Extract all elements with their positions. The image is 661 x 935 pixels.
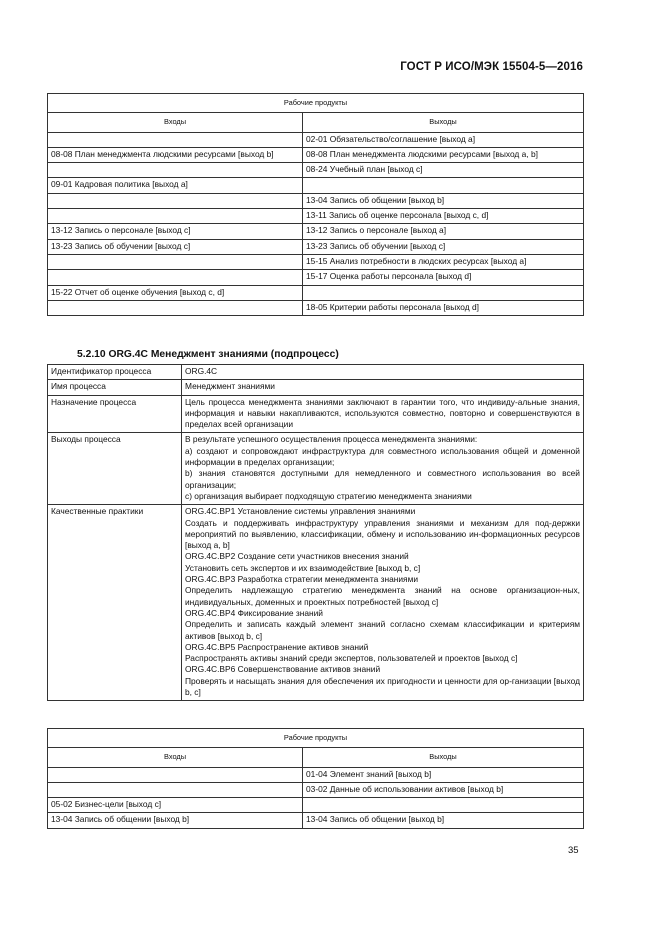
process-name-value: Менеджмент знаниями bbox=[182, 380, 584, 395]
input-cell: 08-08 План менеджмента людскими ресурсами [выход b] bbox=[48, 147, 303, 162]
input-cell bbox=[48, 782, 303, 797]
practice-text: Установить сеть экспертов и их взаимодействие [выход b, c] bbox=[185, 562, 421, 573]
process-id-value: ORG.4C bbox=[182, 365, 584, 380]
output-cell: 13-23 Запись об обучении [выход c] bbox=[303, 239, 584, 254]
practice-text: Проверять и насыщать знания для обеспечения их пригодности и ценности для ор-ганизации [выход b, c] bbox=[185, 675, 580, 698]
output-cell: 13-12 Запись о персонале [выход a] bbox=[303, 224, 584, 239]
table2-col-inputs: Входы bbox=[48, 748, 303, 767]
input-cell bbox=[48, 132, 303, 147]
work-products-table-1 bbox=[47, 93, 584, 316]
practice-heading: ORG.4C.BP1 Установление системы управления знаниями bbox=[185, 506, 416, 517]
output-cell: 01-04 Элемент знаний [выход b] bbox=[303, 767, 584, 782]
process-outcomes-value bbox=[182, 433, 584, 505]
table1-caption: Рабочие продукты bbox=[48, 94, 584, 113]
practice-text: Определить надлежащую стратегию менеджмента знаний на основе организацион-ных, индивидуальных, доменных и проектных потребностей [выход c] bbox=[185, 585, 580, 607]
section-title: 5.2.10 ORG.4C Менеджмент знаниями (подпроцесс) bbox=[77, 349, 339, 360]
table1-col-inputs: Входы bbox=[48, 113, 303, 132]
process-practices-value bbox=[182, 505, 584, 701]
practice-heading: ORG.4C.BP5 Распространение активов знаний bbox=[185, 641, 369, 652]
output-cell: 02-01 Обязательство/соглашение [выход a] bbox=[303, 132, 584, 147]
table-row bbox=[48, 505, 584, 701]
output-cell: 08-08 План менеджмента людскими ресурсами [выход a, b] bbox=[303, 147, 584, 162]
table-row bbox=[48, 782, 584, 797]
output-cell bbox=[303, 798, 584, 813]
table-row bbox=[48, 300, 584, 315]
input-cell bbox=[48, 163, 303, 178]
output-cell: 13-11 Запись об оценке персонала [выход c, d] bbox=[303, 209, 584, 224]
table-row bbox=[48, 270, 584, 285]
input-cell: 09-01 Кадровая политика [выход a] bbox=[48, 178, 303, 193]
output-cell: 15-17 Оценка работы персонала [выход d] bbox=[303, 270, 584, 285]
practice-text: Определить и записать каждый элемент знаний согласно схемам классификации и критериям активов [выход b, c] bbox=[185, 619, 580, 641]
process-description-table bbox=[47, 364, 584, 701]
input-cell bbox=[48, 254, 303, 269]
table-row bbox=[48, 193, 584, 208]
outcome-item: a) создают и сопровождают инфраструктура для совместного использования общей и доменной информации в пределах организации; bbox=[185, 445, 580, 468]
table-row bbox=[48, 798, 584, 813]
table-row bbox=[48, 224, 584, 239]
table-row bbox=[48, 239, 584, 254]
practice-text: Распространять активы знаний среди экспертов, пользователей и проектов [выход c] bbox=[185, 653, 518, 664]
process-id-label: Идентификатор процесса bbox=[48, 365, 182, 380]
output-cell: 15-15 Анализ потребности в людских ресурсах [выход a] bbox=[303, 254, 584, 269]
output-cell: 13-04 Запись об общении [выход b] bbox=[303, 193, 584, 208]
table-row bbox=[48, 132, 584, 147]
table2-col-outputs: Выходы bbox=[303, 748, 584, 767]
output-cell: 13-04 Запись об общении [выход b] bbox=[303, 813, 584, 828]
input-cell bbox=[48, 193, 303, 208]
input-cell: 13-23 Запись об обучении [выход c] bbox=[48, 239, 303, 254]
table-row bbox=[48, 395, 584, 433]
table-row bbox=[48, 285, 584, 300]
output-cell: 08-24 Учебный план [выход c] bbox=[303, 163, 584, 178]
table-row bbox=[48, 147, 584, 162]
input-cell bbox=[48, 270, 303, 285]
process-name-label: Имя процесса bbox=[48, 380, 182, 395]
input-cell: 05-02 Бизнес-цели [выход c] bbox=[48, 798, 303, 813]
table-row bbox=[48, 254, 584, 269]
table-row bbox=[48, 433, 584, 505]
input-cell bbox=[48, 300, 303, 315]
process-purpose-label: Назначение процесса bbox=[48, 395, 182, 433]
practice-heading: ORG.4C.BP6 Совершенствование активов знаний bbox=[185, 664, 381, 675]
input-cell bbox=[48, 209, 303, 224]
work-products-table-2 bbox=[47, 728, 584, 829]
process-purpose-value: Цель процесса менеджмента знаниями заключают в гарантии того, что индивиду-альные знания, информация и навыки накапливаются, используются совместно, повторно и совершенствуются в пределах всей организации bbox=[182, 395, 584, 433]
page-number: 35 bbox=[568, 845, 579, 856]
practice-heading: ORG.4C.BP3 Разработка стратегии менеджмента знаниями bbox=[185, 574, 419, 585]
practice-text: Создать и поддерживать инфраструктуру управления знаниями и механизм для под-держки мероприятий по выявлению, классификации, обмену и использованию ин-формационных ресурсов [выход a, b] bbox=[185, 517, 580, 551]
table-row bbox=[48, 380, 584, 395]
process-outcomes-label: Выходы процесса bbox=[48, 433, 182, 505]
output-cell: 03-02 Данные об использовании активов [выход b] bbox=[303, 782, 584, 797]
output-cell: 18-05 Критерии работы персонала [выход d] bbox=[303, 300, 584, 315]
table2-caption: Рабочие продукты bbox=[48, 729, 584, 748]
output-cell bbox=[303, 178, 584, 193]
practice-heading: ORG.4C.BP4 Фиксирование знаний bbox=[185, 607, 323, 618]
table-row bbox=[48, 209, 584, 224]
outcome-item: c) организация выбирает подходящую стратегию менеджмента знаниями bbox=[185, 490, 472, 501]
input-cell: 13-12 Запись о персонале [выход c] bbox=[48, 224, 303, 239]
output-cell bbox=[303, 285, 584, 300]
input-cell: 15-22 Отчет об оценке обучения [выход c, d] bbox=[48, 285, 303, 300]
table-row bbox=[48, 767, 584, 782]
table-row bbox=[48, 163, 584, 178]
table1-col-outputs: Выходы bbox=[303, 113, 584, 132]
table-row bbox=[48, 813, 584, 828]
document-header: ГОСТ Р ИСО/МЭК 15504-5—2016 bbox=[400, 61, 583, 73]
table-row bbox=[48, 365, 584, 380]
input-cell bbox=[48, 767, 303, 782]
practice-heading: ORG.4C.BP2 Создание сети участников внесения знаний bbox=[185, 551, 409, 562]
input-cell: 13-04 Запись об общении [выход b] bbox=[48, 813, 303, 828]
outcomes-intro: В результате успешного осуществления процесса менеджмента знаниями: bbox=[185, 434, 478, 445]
outcome-item: b) знания становятся доступными для немедленного и совместного использования во всей организации; bbox=[185, 468, 580, 490]
process-practices-label: Качественные практики bbox=[48, 505, 182, 701]
table-row bbox=[48, 178, 584, 193]
